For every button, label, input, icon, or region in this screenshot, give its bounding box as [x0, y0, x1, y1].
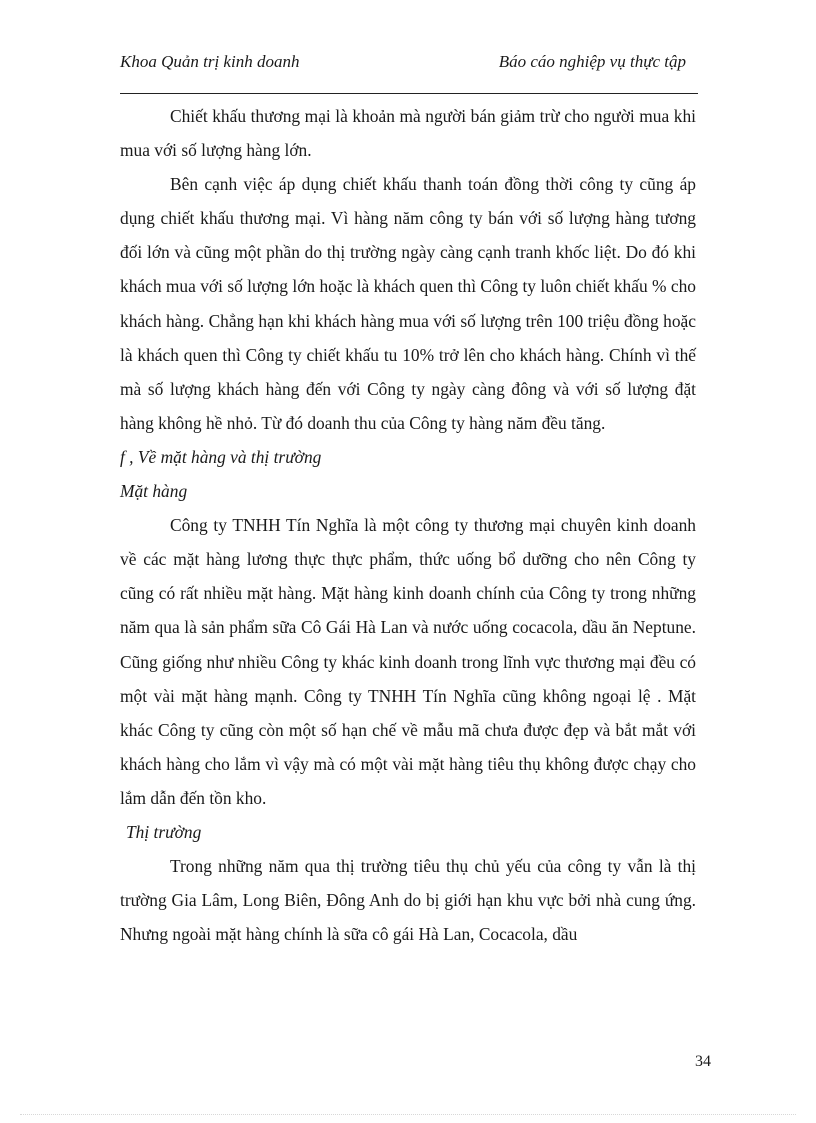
paragraph-commercial-discount: Chiết khấu thương mại là khoản mà người bán giảm trừ cho người mua khi mua với số lượng hàng lớn. — [120, 106, 696, 161]
footer-divider — [20, 1114, 796, 1115]
page-body — [120, 99, 696, 951]
subheading-products: Mặt hàng — [120, 481, 188, 502]
section-heading-products-markets: f , Về mặt hàng và thị trường — [120, 446, 322, 467]
header-faculty: Khoa Quản trị kinh doanh — [120, 52, 300, 71]
header-divider — [120, 93, 698, 94]
paragraph-markets: Trong những năm qua thị trường tiêu thụ chủ yếu của công ty vẫn là thị trường Gia Lâm, Long Biên, Đông Anh do bị giới hạn khu vực bởi nhà cung ứng. Nhưng ngoài mặt hàng chính là sữa cô gái Hà Lan, Cocacola, dầu — [120, 856, 696, 945]
page-number: 34 — [695, 1053, 711, 1070]
subheading-markets: Thị trường — [126, 821, 202, 842]
paragraph-discount-application: Bên cạnh việc áp dụng chiết khấu thanh toán đồng thời công ty cũng áp dụng chiết khấu thương mại. Vì hàng năm công ty bán với số lượng hàng tương đối lớn và cũng một phần do thị trường ngày càng cạnh tranh khốc liệt. Do đó khi khách mua với số lượng lớn hoặc là khách quen thì Công ty luôn chiết khấu % cho khách hàng. Chẳng hạn khi khách hàng mua với số lượng trên 100 triệu đồng hoặc là khách quen thì Công ty chiết khấu tu 10% trở lên cho khách hàng. Chính vì thế mà số lượng khách hàng đến với Công ty ngày càng đông và với số lượng đặt hàng không hề nhỏ. Từ đó doanh thu của Công ty hàng năm đều tăng. — [120, 174, 696, 433]
header-report-title: Báo cáo nghiệp vụ thực tập — [498, 52, 686, 71]
page-header — [120, 52, 698, 76]
paragraph-products: Công ty TNHH Tín Nghĩa là một công ty thương mại chuyên kinh doanh về các mặt hàng lương thực thực phẩm, thức uống bổ dưỡng cho nên Công ty cũng có rất nhiều mặt hàng. Mặt hàng kinh doanh chính của Công ty trong những năm qua là sản phẩm sữa Cô Gái Hà Lan và nước uống cocacola, dầu ăn Neptune. Cũng giống như nhiều Công ty khác kinh doanh trong lĩnh vực thương mại đều có một vài mặt hàng mạnh. Công ty TNHH Tín Nghĩa cũng không ngoại lệ . Mặt khác Công ty cũng còn một số hạn chế về mẫu mã chưa được đẹp và bắt mắt với khách hàng cho lắm vì vậy mà có một vài mặt hàng tiêu thụ không được chạy cho lắm dẫn đến tồn kho. — [120, 515, 696, 808]
